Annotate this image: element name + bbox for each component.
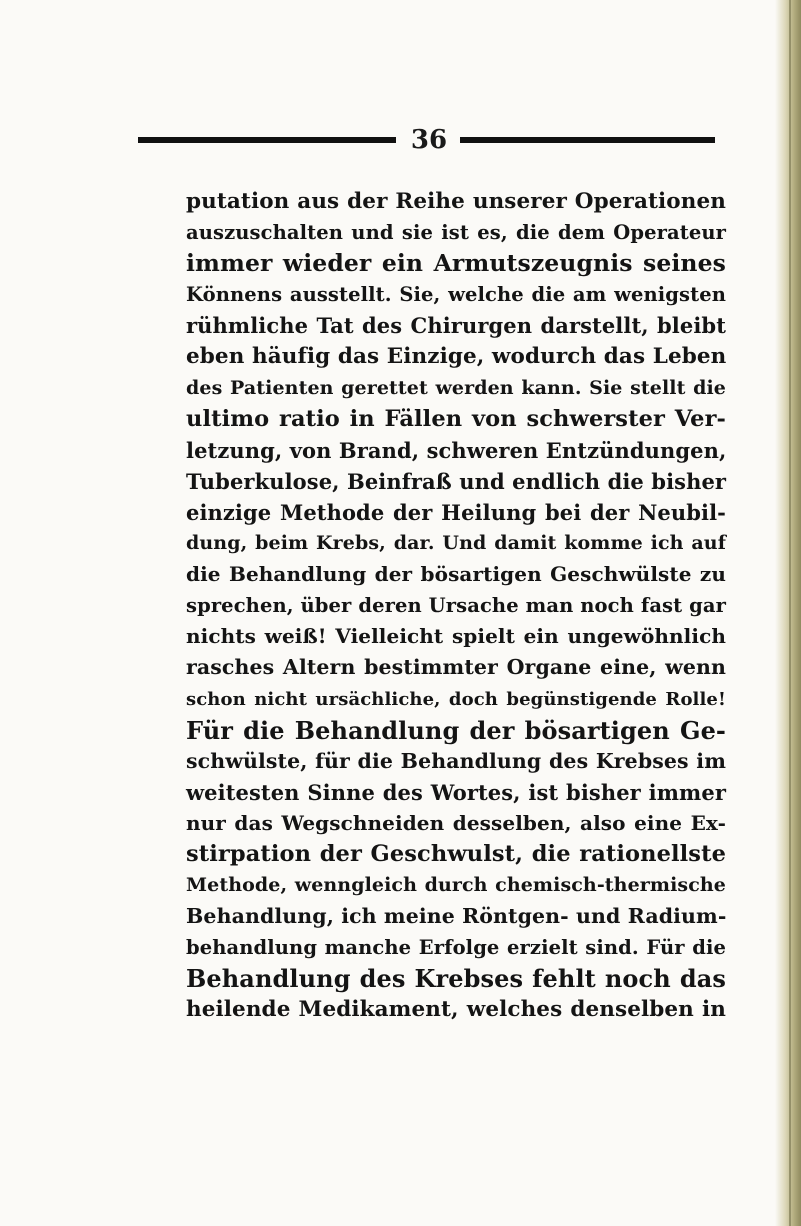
text-line: behandlung manche Erfolge erzielt sind. Für die	[186, 936, 726, 960]
text-line: Methode, wenngleich durch chemisch-thermische	[186, 874, 726, 897]
text-line: Könnens ausstellt. Sie, welche die am wenigsten	[186, 283, 726, 307]
text-line: eben häufig das Einzige, wodurch das Leben	[186, 344, 727, 370]
page-number: 36	[410, 125, 448, 155]
text-line: weitesten Sinne des Wortes, ist bisher immer	[186, 779, 726, 805]
text-line: Behandlung des Krebses fehlt noch das	[186, 964, 726, 994]
text-line: letzung, von Brand, schweren Entzündungen,	[186, 437, 727, 463]
text-line: putation aus der Reihe unserer Operationen	[186, 189, 726, 214]
text-line: dung, beim Krebs, dar. Und damit komme ich auf	[186, 532, 726, 555]
text-line: schon nicht ursächliche, doch begünstigende Rolle!	[186, 688, 726, 710]
text-line: sprechen, über deren Ursache man noch fast gar	[186, 594, 726, 618]
text-line: Für die Behandlung der bösartigen Ge-	[186, 715, 726, 745]
text-line: des Patienten gerettet werden kann. Sie stellt die	[186, 376, 726, 399]
text-line: einzige Methode der Heilung bei der Neubil-	[186, 499, 726, 525]
page-header	[138, 122, 718, 158]
text-line: auszuschalten und sie ist es, die dem Operateur	[186, 221, 726, 245]
page-edge-line	[789, 0, 791, 1226]
page-edge-shadow	[775, 0, 801, 1226]
text-line: stirpation der Geschwulst, die rationellste	[186, 840, 726, 867]
text-line: nichts weiß! Vielleicht spielt ein ungewöhnlich	[186, 624, 726, 649]
body-text	[186, 186, 726, 1026]
text-line: rühmliche Tat des Chirurgen darstellt, bleibt	[186, 313, 726, 339]
text-line: schwülste, für die Behandlung des Krebses im	[186, 748, 726, 773]
text-line: Tuberkulose, Beinfraß und endlich die bisher	[186, 468, 727, 494]
header-rule-left	[138, 137, 396, 143]
text-line: Behandlung, ich meine Röntgen- und Radium-	[186, 904, 727, 929]
text-line: immer wieder ein Armutszeugnis seines	[186, 249, 726, 278]
text-line: ultimo ratio in Fällen von schwerster Ver-	[186, 405, 726, 432]
text-line: nur das Wegschneiden desselben, also eine Ex-	[186, 810, 726, 835]
text-line: rasches Altern bestimmter Organe eine, wenn	[186, 655, 726, 680]
text-line: heilende Medikament, welches denselben in	[186, 997, 726, 1023]
text-line: die Behandlung der bösartigen Geschwülste zu	[186, 562, 726, 587]
header-rule-right	[460, 137, 715, 143]
